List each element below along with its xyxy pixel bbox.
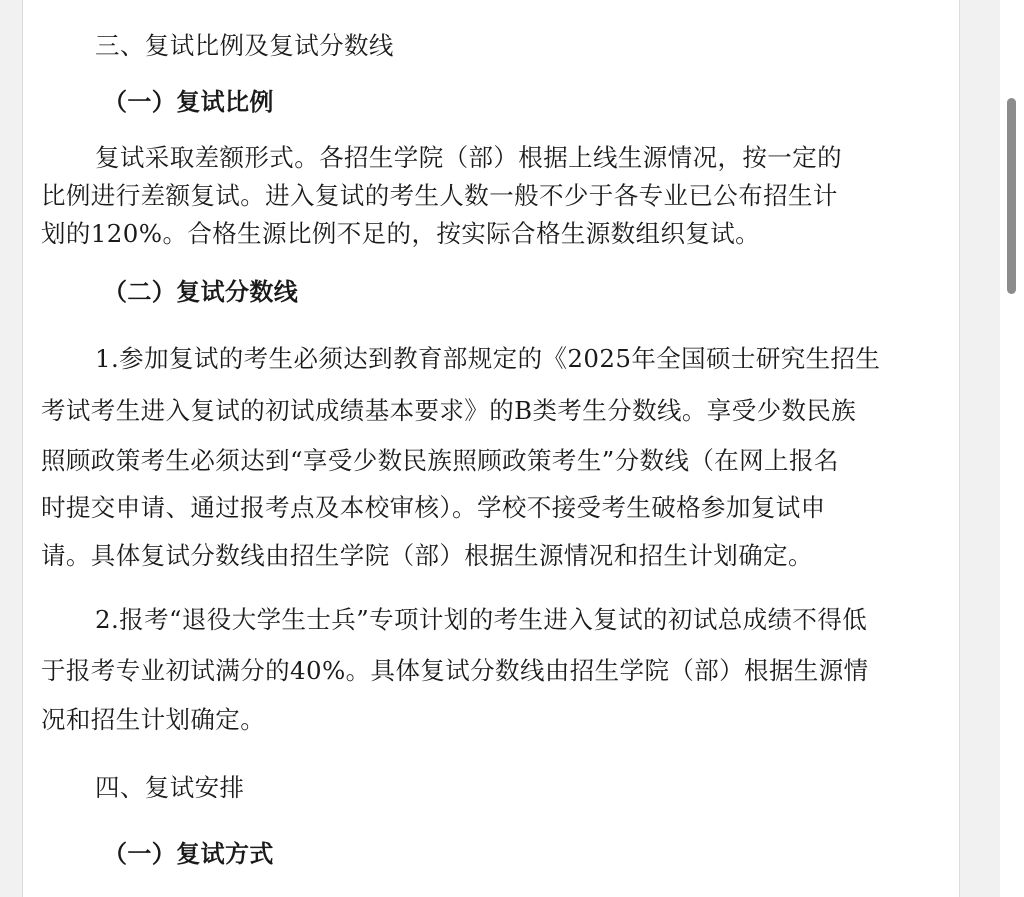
section-3-heading: 三、复试比例及复试分数线 xyxy=(95,31,394,60)
ratio-paragraph-line-3: 划的120%。合格生源比例不足的，按实际合格生源数组织复试。 xyxy=(41,219,761,248)
ratio-paragraph-line-1: 复试采取差额形式。各招生学院（部）根据上线生源情况，按一定的 xyxy=(95,143,842,172)
cutoff-item1-line-4: 时提交申请、通过报考点及本校审核）。学校不接受考生破格参加复试申 xyxy=(41,493,826,522)
cutoff-item2-line-1: 2.报考“退役大学生士兵”专项计划的考生进入复试的初试总成绩不得低 xyxy=(95,605,868,634)
scrollbar-thumb[interactable] xyxy=(1007,98,1016,294)
cutoff-item1-line-1: 1.参加复试的考生必须达到教育部规定的《2025年全国硕士研究生招生 xyxy=(95,344,881,373)
cutoff-item1-line-2: 考试考生进入复试的初试成绩基本要求》的B类考生分数线。享受少数民族 xyxy=(41,396,857,425)
cutoff-item1-line-3: 照顾政策考生必须达到“享受少数民族照顾政策考生”分数线（在网上报名 xyxy=(41,446,839,475)
subsection-cutoff-heading: （二）复试分数线 xyxy=(103,278,299,306)
document-page xyxy=(22,0,960,897)
vertical-scrollbar[interactable] xyxy=(1000,0,1024,897)
cutoff-item2-line-3: 况和招生计划确定。 xyxy=(41,705,266,734)
cutoff-item1-line-5: 请。具体复试分数线由招生学院（部）根据生源情况和招生计划确定。 xyxy=(41,541,813,570)
subsection-ratio-heading: （一）复试比例 xyxy=(103,88,274,116)
section-4-heading: 四、复试安排 xyxy=(95,773,245,802)
ratio-paragraph-line-2: 比例进行差额复试。进入复试的考生人数一般不少于各专业已公布招生计 xyxy=(41,181,838,210)
cutoff-item2-line-2: 于报考专业初试满分的40%。具体复试分数线由招生学院（部）根据生源情 xyxy=(41,656,869,685)
subsection-method-heading: （一）复试方式 xyxy=(103,840,274,868)
